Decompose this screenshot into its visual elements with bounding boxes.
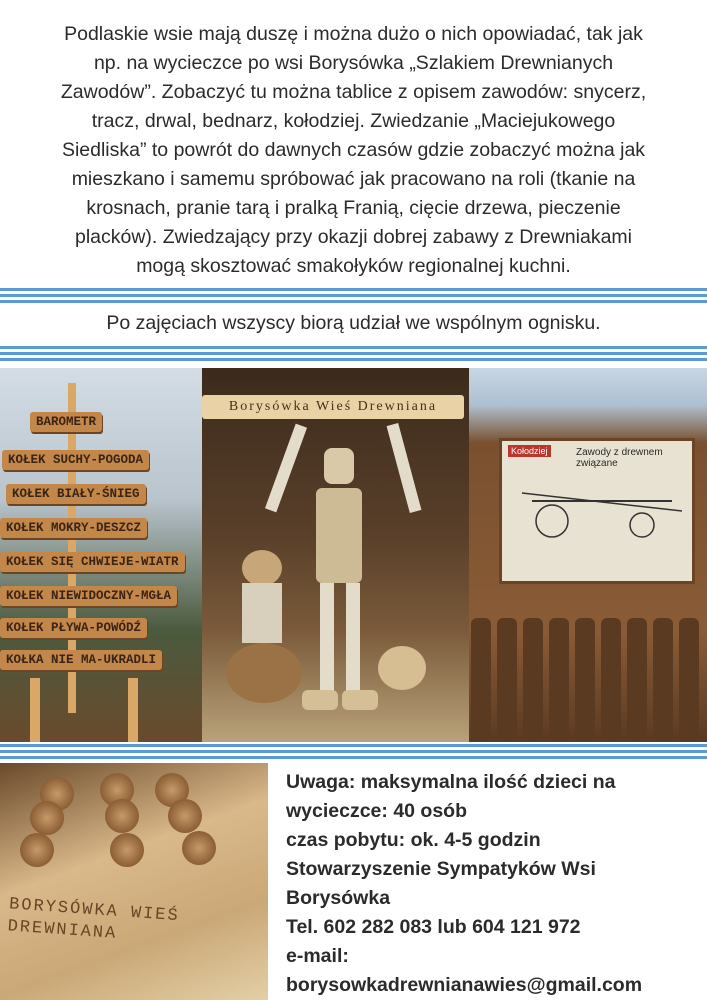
divider-stripes-top	[0, 288, 707, 303]
game-peg	[20, 833, 54, 867]
sign-plank: KOŁEK SUCHY-POGODA	[2, 450, 149, 470]
game-carving: BORYSÓWKA WIEŚ DREWNIANA	[6, 895, 181, 944]
fence-slat	[601, 618, 621, 742]
info-line: Uwaga: maksymalna ilość dzieci na	[286, 771, 616, 793]
sign-plank: KOŁEK BIAŁY-ŚNIEG	[6, 484, 146, 504]
photo-signpost	[0, 368, 202, 742]
game-peg	[30, 801, 64, 835]
game-peg	[182, 831, 216, 865]
intro-line: krosnach, pranie tarą i pralką Franią, cięcie drzewa, pieczenie	[86, 197, 621, 219]
intro-line: np. na wycieczce po wsi Borysówka „Szlakiem Drewnianych	[93, 52, 614, 74]
intro-line: tracz, drwal, bednarz, kołodziej. Zwiedzanie „Maciejukowego	[91, 110, 616, 132]
intro-line: Zawodów”. Zobaczyć tu można tablice z opisem zawodów: snycerz,	[60, 81, 647, 103]
campfire-note: Po zajęciach wszyscy biorą udział we wspólnym ognisku.	[106, 312, 601, 334]
game-peg	[105, 799, 139, 833]
fence-slat	[549, 618, 569, 742]
photo-wooden-game	[0, 763, 268, 1000]
info-board-panel	[499, 438, 695, 584]
sign-plank: KOŁEK NIEWIDOCZNY-MGŁA	[0, 586, 177, 606]
village-banner: Borysówka Wieś Drewniana	[202, 395, 464, 419]
fence-slat	[679, 618, 699, 742]
game-peg	[168, 799, 202, 833]
intro-line: mieszkano i samemu spróbować jak pracowano na roli (tkanie na	[71, 168, 636, 190]
info-line: Borysówka	[286, 887, 391, 909]
wooden-figure-illustration	[202, 368, 469, 742]
phone-numbers: Tel. 602 282 083 lub 604 121 972	[286, 916, 581, 938]
signpost-leg	[30, 678, 40, 742]
fence-slat	[575, 618, 595, 742]
fence-slat	[471, 618, 491, 742]
fence-slat	[627, 618, 647, 742]
divider-stripes-bottom	[0, 744, 707, 759]
sign-plank: KOŁEK PŁYWA-POWÓDŹ	[0, 618, 147, 638]
intro-line: mogą skosztować smakołyków regionalnej kuchni.	[136, 255, 571, 277]
sign-plank: KOŁKA NIE MA-UKRADLI	[0, 650, 162, 670]
intro-line: Podlaskie wsie mają duszę i można dużo o nich opowiadać, tak jak	[64, 23, 643, 45]
info-line: wycieczce: 40 osób	[286, 800, 468, 822]
board-title: Zawody z drewnem związane	[576, 447, 663, 469]
photo-info-board	[469, 368, 707, 742]
info-line: e-mail:	[286, 945, 349, 967]
sign-plank: KOŁEK SIĘ CHWIEJE-WIATR	[0, 552, 185, 572]
info-line: Stowarzyszenie Sympatyków Wsi	[286, 858, 596, 880]
sign-plank: BAROMETR	[30, 412, 102, 432]
fence-slat	[497, 618, 517, 742]
board-tag: Kołodziej	[508, 445, 551, 457]
divider-stripes-middle	[0, 346, 707, 361]
intro-line: Siedliska” to powrót do dawnych czasów gdzie zobaczyć można jak	[61, 139, 646, 161]
intro-paragraph	[30, 20, 677, 281]
game-peg	[110, 833, 144, 867]
cart-drawing	[502, 471, 692, 551]
sign-plank: KOŁEK MOKRY-DESZCZ	[0, 518, 147, 538]
fence-slat	[523, 618, 543, 742]
email-address[interactable]: borysowkadrewnianawies@gmail.com	[286, 974, 643, 996]
photo-wooden-figure	[202, 368, 469, 742]
fence-slat	[653, 618, 673, 742]
intro-line: placków). Zwiedzający przy okazji dobrej zabawy z Drewniakami	[74, 226, 633, 248]
trip-info	[286, 768, 696, 1000]
signpost-leg	[128, 678, 138, 742]
info-line: czas pobytu: ok. 4-5 godzin	[286, 829, 541, 851]
